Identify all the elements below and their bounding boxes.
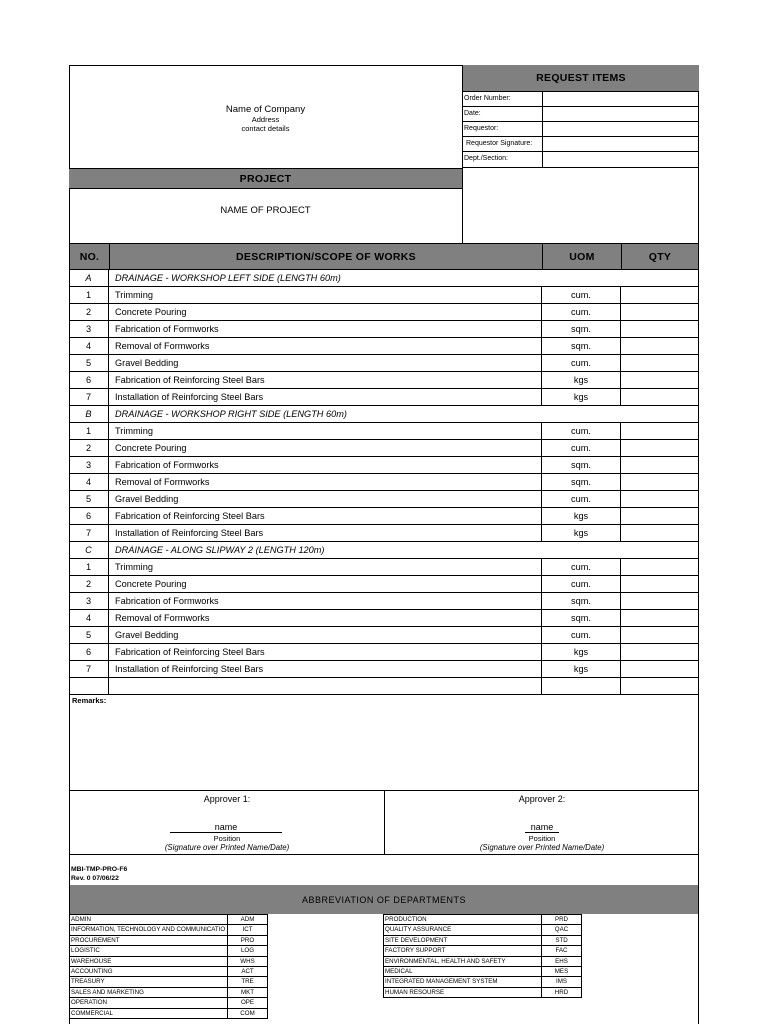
item-number: 1 xyxy=(69,559,109,575)
item-uom: cum. xyxy=(542,304,621,320)
request-field-value[interactable] xyxy=(543,137,699,151)
abbreviation-row xyxy=(384,936,582,946)
approver-2-title: Approver 2: xyxy=(518,794,566,804)
department-code: EHS xyxy=(542,957,582,966)
item-number: 6 xyxy=(69,372,109,388)
item-uom: kgs xyxy=(542,525,621,541)
item-uom: kgs xyxy=(542,508,621,524)
item-number: 1 xyxy=(69,287,109,303)
abbreviation-row xyxy=(384,967,582,977)
revision: Rev. 0 07/06/22 xyxy=(71,875,119,882)
header-uom: UOM xyxy=(543,244,622,269)
item-uom: sqm. xyxy=(542,593,621,609)
header-qty: QTY xyxy=(648,250,672,263)
table-row xyxy=(69,304,699,321)
department-code: IMS xyxy=(542,977,582,986)
department-code: TRE xyxy=(228,977,268,986)
item-number: 6 xyxy=(69,644,109,660)
table-row xyxy=(69,321,699,338)
department-name: SALES AND MARKETING xyxy=(70,988,228,997)
table-row xyxy=(69,627,699,644)
department-name: PROCUREMENT xyxy=(70,936,228,945)
item-uom: sqm. xyxy=(542,321,621,337)
item-qty-input[interactable] xyxy=(621,610,699,626)
abbreviation-row xyxy=(384,915,582,925)
item-uom: cum. xyxy=(542,287,621,303)
remarks-box xyxy=(69,690,699,791)
approver-1-name: name xyxy=(170,822,282,833)
department-code: STD xyxy=(542,936,582,945)
item-uom: cum. xyxy=(542,423,621,439)
department-name: INFORMATION, TECHNOLOGY AND COMMUNICATIO xyxy=(70,925,228,934)
item-description: Fabrication of Reinforcing Steel Bars xyxy=(109,508,542,524)
item-number: 2 xyxy=(69,304,109,320)
remarks-label: Remarks: xyxy=(72,696,107,705)
department-name: COMMERCIAL xyxy=(70,1009,228,1018)
item-uom: sqm. xyxy=(542,610,621,626)
section-letter: B xyxy=(69,406,109,422)
item-qty-input[interactable] xyxy=(621,525,699,541)
request-field-value[interactable] xyxy=(543,92,699,106)
item-number: 2 xyxy=(69,576,109,592)
department-name: MEDICAL xyxy=(384,967,542,976)
company-name: Name of Company xyxy=(225,104,306,115)
approver-2-name: name xyxy=(525,822,559,833)
form-code-box xyxy=(69,855,699,885)
item-qty-input[interactable] xyxy=(621,661,699,677)
form-code: MBI-TMP-PRO-F6 xyxy=(71,866,128,873)
item-uom: kgs xyxy=(542,389,621,405)
item-number: 1 xyxy=(69,423,109,439)
table-row xyxy=(69,644,699,661)
header-no: NO. xyxy=(70,244,110,269)
table-row xyxy=(69,610,699,627)
item-description: Installation of Reinforcing Steel Bars xyxy=(109,661,542,677)
section-row xyxy=(69,270,699,287)
item-number: 7 xyxy=(69,525,109,541)
item-qty-input[interactable] xyxy=(621,321,699,337)
request-field-label: Requestor Signature: xyxy=(463,137,543,151)
approver-2-position: Position xyxy=(528,834,556,843)
abbreviation-row xyxy=(70,925,268,935)
table-row xyxy=(69,661,699,678)
item-description: Concrete Pouring xyxy=(109,440,542,456)
item-number: 7 xyxy=(69,389,109,405)
abbreviation-row xyxy=(384,957,582,967)
table-row xyxy=(69,287,699,304)
department-name: ACCOUNTING xyxy=(70,967,228,976)
request-fields xyxy=(462,92,699,168)
department-code: FAC xyxy=(542,946,582,955)
table-header xyxy=(69,243,699,270)
abbreviation-row xyxy=(70,936,268,946)
abbreviations-title: ABBREVIATION OF DEPARTMENTS xyxy=(69,885,699,914)
request-field-value[interactable] xyxy=(543,107,699,121)
company-address: Address xyxy=(251,115,280,124)
request-field-row xyxy=(463,107,699,122)
abbreviation-row xyxy=(70,957,268,967)
item-uom: sqm. xyxy=(542,338,621,354)
approver-1-note: (Signature over Printed Name/Date) xyxy=(164,843,290,852)
item-qty-input[interactable] xyxy=(621,474,699,490)
abbreviation-row xyxy=(384,977,582,987)
item-description: Removal of Formworks xyxy=(109,474,542,490)
department-code: ACT xyxy=(228,967,268,976)
table-row xyxy=(69,423,699,440)
item-uom: cum. xyxy=(542,355,621,371)
department-code: OPE xyxy=(228,998,268,1007)
item-number: 3 xyxy=(69,457,109,473)
request-field-row xyxy=(463,92,699,107)
request-items-title: REQUEST ITEMS xyxy=(462,65,699,92)
abbreviation-row xyxy=(70,977,268,987)
department-code: HRD xyxy=(542,988,582,997)
item-description: Trimming xyxy=(109,559,542,575)
department-name: HUMAN RESOURSE xyxy=(384,988,542,997)
department-name: WAREHOUSE xyxy=(70,957,228,966)
item-qty-input[interactable] xyxy=(621,508,699,524)
abbreviation-row xyxy=(70,988,268,998)
item-description: Concrete Pouring xyxy=(109,576,542,592)
item-qty-input[interactable] xyxy=(621,355,699,371)
company-contact: contact details xyxy=(241,124,290,133)
department-name: TREASURY xyxy=(70,977,228,986)
department-name: OPERATION xyxy=(70,998,228,1007)
table-row xyxy=(69,440,699,457)
department-code: PRD xyxy=(542,915,582,924)
department-name: LOGISTIC xyxy=(70,946,228,955)
item-number: 3 xyxy=(69,321,109,337)
department-code: MES xyxy=(542,967,582,976)
table-row xyxy=(69,474,699,491)
department-code: PRO xyxy=(228,936,268,945)
item-description: Gravel Bedding xyxy=(109,355,542,371)
abbreviation-row xyxy=(384,946,582,956)
approver-2-note: (Signature over Printed Name/Date) xyxy=(479,843,605,852)
project-name: NAME OF PROJECT xyxy=(220,204,311,216)
section-title: DRAINAGE - WORKSHOP RIGHT SIDE (LENGTH 60m) xyxy=(115,409,347,419)
item-description: Removal of Formworks xyxy=(109,610,542,626)
item-description: Fabrication of Reinforcing Steel Bars xyxy=(109,644,542,660)
item-uom: cum. xyxy=(542,627,621,643)
item-description: Fabrication of Formworks xyxy=(109,321,542,337)
item-qty-input[interactable] xyxy=(621,627,699,643)
request-field-row xyxy=(463,152,699,167)
project-body xyxy=(69,189,463,244)
request-field-label: Requestor: xyxy=(463,122,543,136)
item-number: 3 xyxy=(69,593,109,609)
item-uom: cum. xyxy=(542,491,621,507)
department-name: ADMIN xyxy=(70,915,228,924)
item-description: Installation of Reinforcing Steel Bars xyxy=(109,525,542,541)
item-number: 5 xyxy=(69,627,109,643)
section-letter: C xyxy=(69,542,109,558)
item-qty-input[interactable] xyxy=(621,423,699,439)
abbreviation-row xyxy=(384,925,582,935)
item-number: 5 xyxy=(69,491,109,507)
department-code: WHS xyxy=(228,957,268,966)
department-code: MKT xyxy=(228,988,268,997)
department-code: ICT xyxy=(228,925,268,934)
project-title: PROJECT xyxy=(69,168,463,189)
table-row xyxy=(69,457,699,474)
section-title: DRAINAGE - WORKSHOP LEFT SIDE (LENGTH 60m) xyxy=(115,273,341,283)
item-description: Trimming xyxy=(109,423,542,439)
table-row xyxy=(69,338,699,355)
department-name: PRODUCTION xyxy=(384,915,542,924)
item-description: Fabrication of Formworks xyxy=(109,457,542,473)
item-qty-input[interactable] xyxy=(621,440,699,456)
abbreviations-left-table xyxy=(69,914,268,1019)
item-uom: cum. xyxy=(542,576,621,592)
approver-1 xyxy=(70,790,385,854)
section-row xyxy=(69,406,699,423)
item-description: Removal of Formworks xyxy=(109,338,542,354)
table-row xyxy=(69,355,699,372)
approvers-box xyxy=(69,790,699,855)
department-name: FACTORY SUPPORT xyxy=(384,946,542,955)
department-name: QUALITY ASSURANCE xyxy=(384,925,542,934)
abbreviation-row xyxy=(70,915,268,925)
table-row xyxy=(69,559,699,576)
item-description: Gravel Bedding xyxy=(109,627,542,643)
abbreviation-row xyxy=(384,988,582,998)
item-number: 4 xyxy=(69,338,109,354)
table-row xyxy=(69,576,699,593)
item-qty-input[interactable] xyxy=(621,372,699,388)
item-description: Fabrication of Formworks xyxy=(109,593,542,609)
item-uom: cum. xyxy=(542,440,621,456)
table-row xyxy=(69,372,699,389)
table-row xyxy=(69,593,699,610)
item-uom: kgs xyxy=(542,644,621,660)
department-code: QAC xyxy=(542,925,582,934)
table-row xyxy=(69,389,699,406)
item-qty-input[interactable] xyxy=(621,287,699,303)
company-block xyxy=(69,65,462,168)
item-number: 4 xyxy=(69,474,109,490)
item-qty-input[interactable] xyxy=(621,593,699,609)
item-number: 4 xyxy=(69,610,109,626)
request-bottom-line xyxy=(462,167,699,168)
department-name: ENVIRONMENTAL, HEALTH AND SAFETY xyxy=(384,957,542,966)
department-name: SITE DEVELOPMENT xyxy=(384,936,542,945)
item-qty-input[interactable] xyxy=(621,457,699,473)
department-code: COM xyxy=(228,1009,268,1018)
item-qty-input[interactable] xyxy=(621,576,699,592)
item-number: 6 xyxy=(69,508,109,524)
request-field-value[interactable] xyxy=(543,152,699,167)
abbreviation-row xyxy=(70,946,268,956)
header-desc: DESCRIPTION/SCOPE OF WORKS xyxy=(110,244,543,269)
department-code: LOG xyxy=(228,946,268,955)
item-description: Installation of Reinforcing Steel Bars xyxy=(109,389,542,405)
item-qty-input[interactable] xyxy=(621,644,699,660)
item-uom: sqm. xyxy=(542,474,621,490)
item-qty-input[interactable] xyxy=(621,559,699,575)
item-uom: kgs xyxy=(542,661,621,677)
request-field-label: Dept./Section: xyxy=(463,152,543,167)
abbreviation-row xyxy=(70,998,268,1008)
department-code: ADM xyxy=(228,915,268,924)
table-row xyxy=(69,508,699,525)
abbreviation-row xyxy=(70,967,268,977)
item-description: Trimming xyxy=(109,287,542,303)
department-name: INTEGRATED MANAGEMENT SYSTEM xyxy=(384,977,542,986)
approver-1-title: Approver 1: xyxy=(203,794,251,804)
request-field-label: Date: xyxy=(463,107,543,121)
table-row xyxy=(69,491,699,508)
item-uom: sqm. xyxy=(542,457,621,473)
request-field-value[interactable] xyxy=(543,122,699,136)
request-field-row xyxy=(463,137,699,152)
section-row xyxy=(69,542,699,559)
item-uom: kgs xyxy=(542,372,621,388)
table-row xyxy=(69,525,699,542)
item-number: 5 xyxy=(69,355,109,371)
item-description: Fabrication of Reinforcing Steel Bars xyxy=(109,372,542,388)
item-description: Gravel Bedding xyxy=(109,491,542,507)
item-description: Concrete Pouring xyxy=(109,304,542,320)
approver-2 xyxy=(385,790,699,854)
request-field-label: Order Number: xyxy=(463,92,543,106)
item-qty-input[interactable] xyxy=(621,338,699,354)
item-number: 2 xyxy=(69,440,109,456)
request-field-row xyxy=(463,122,699,137)
section-letter: A xyxy=(69,270,109,286)
item-qty-input[interactable] xyxy=(621,304,699,320)
section-title: DRAINAGE - ALONG SLIPWAY 2 (LENGTH 120m) xyxy=(115,545,325,555)
item-uom: cum. xyxy=(542,559,621,575)
abbreviation-row xyxy=(70,1009,268,1019)
approver-1-position: Position xyxy=(213,834,241,843)
item-number: 7 xyxy=(69,661,109,677)
abbreviations-right-table xyxy=(383,914,582,998)
item-qty-input[interactable] xyxy=(621,389,699,405)
item-qty-input[interactable] xyxy=(621,491,699,507)
